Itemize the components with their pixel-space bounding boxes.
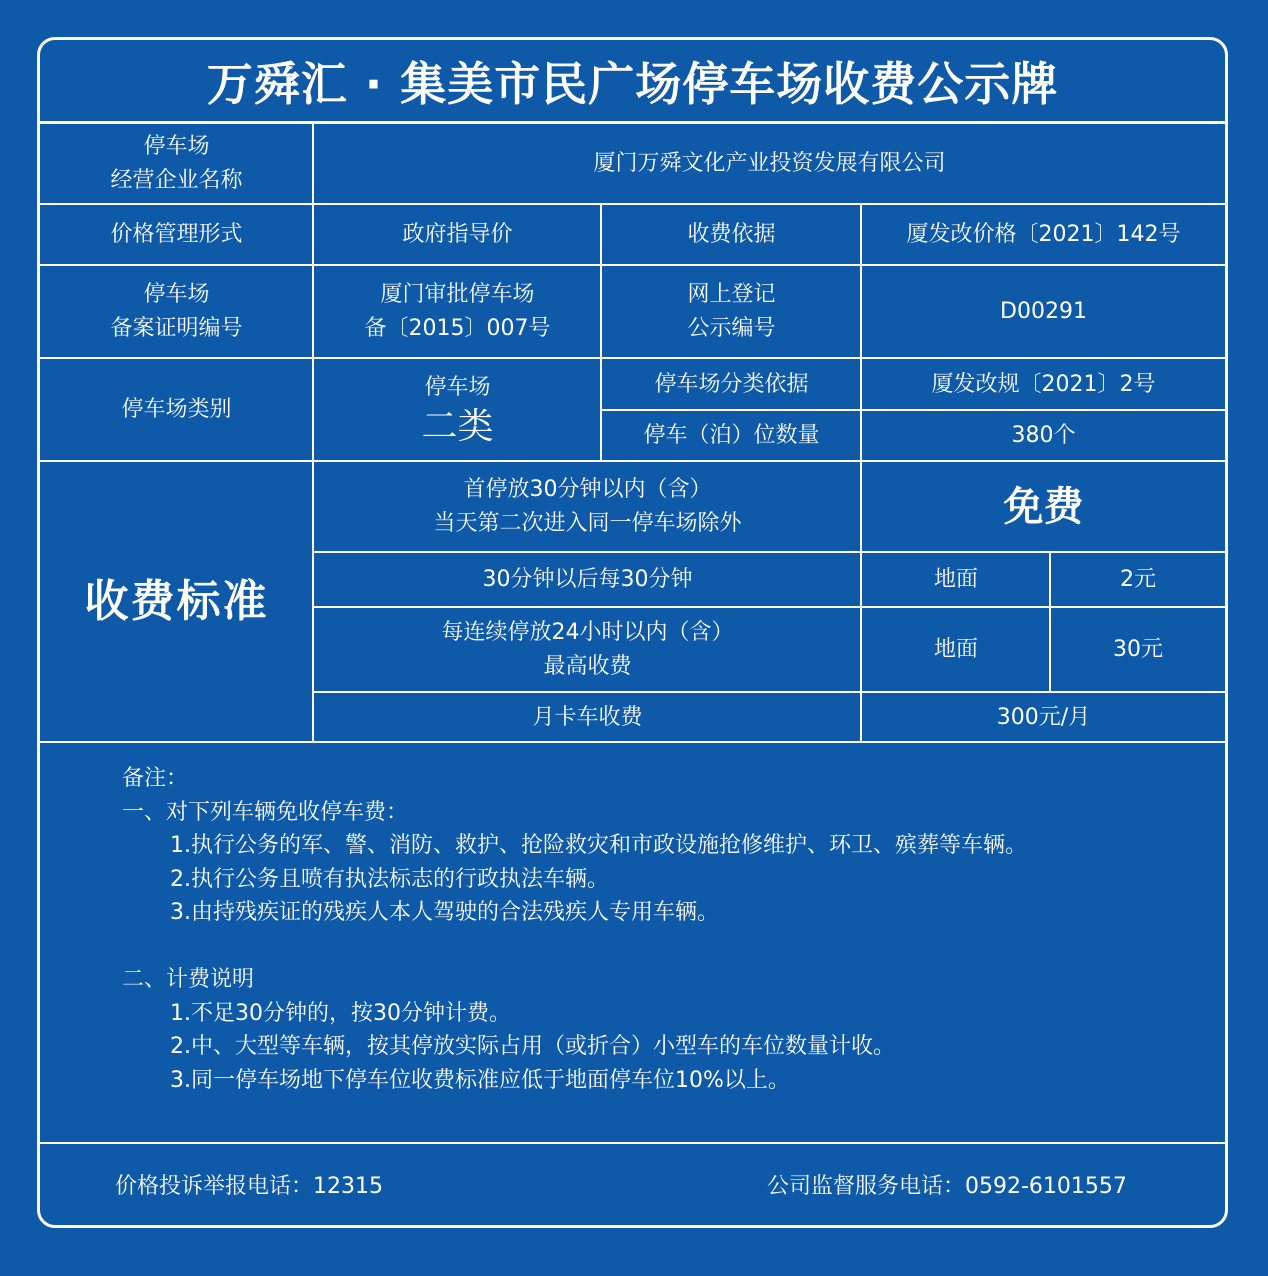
daily-max-line1: 每连续停放24小时以内（含）	[441, 620, 734, 645]
operator-value: 厦门万舜文化产业投资发展有限公司	[593, 151, 946, 176]
billing-item: 3.同一停车场地下停车位收费标准应低于地面停车位10%以上。	[170, 1067, 790, 1093]
billing-item: 2.中、大型等车辆，按其停放实际占用（或折合）小型车的车位数量计收。	[170, 1034, 895, 1059]
daily-max-place: 地面	[933, 637, 978, 662]
fee-standard-label: 收费标准	[84, 576, 269, 627]
complaint-hotline: 价格投诉举报电话：12315	[115, 1173, 383, 1199]
category-basis-label: 停车场分类依据	[654, 371, 809, 397]
operator-label-line2: 经营企业名称	[110, 168, 243, 193]
monthly-pass-value: 300元/月	[996, 704, 1091, 730]
online-registration-label-line1: 网上登记	[687, 282, 776, 307]
operator-label	[40, 124, 313, 204]
notes-heading: 备注：	[122, 766, 189, 791]
first-period-line2: 当天第二次进入同一停车场除外	[433, 511, 742, 536]
category-type-value: 二类	[421, 406, 494, 447]
exemption-item: 3.由持残疾证的残疾人本人驾驶的合法残疾人专用车辆。	[170, 900, 719, 925]
online-registration-value: D00291	[1000, 299, 1087, 324]
category-type	[314, 359, 601, 461]
pricing-form-label: 价格管理形式	[110, 222, 243, 247]
first-period-line1: 首停放30分钟以内（含）	[463, 477, 712, 502]
notice-board	[37, 37, 1228, 1228]
exemption-title: 一、对下列车辆免收停车费：	[122, 799, 409, 825]
fee-basis-label: 收费依据	[687, 222, 776, 247]
board-title: 万舜汇 · 集美市民广场停车场收费公示牌	[206, 57, 1059, 111]
category-basis-value: 厦发改规〔2021〕2号	[931, 371, 1156, 397]
billing-title: 二、计费说明	[122, 967, 255, 992]
online-registration-label-line2: 公示编号	[687, 316, 776, 341]
filing-label-line2: 备案证明编号	[110, 316, 243, 341]
billing-item: 1.不足30分钟的，按30分钟计费。	[170, 1000, 511, 1026]
filing-label-line1: 停车场	[143, 282, 210, 307]
daily-max-line2: 最高收费	[543, 654, 632, 679]
exemption-item: 1.执行公务的军、警、消防、救护、抢险救灾和市政设施抢修维护、环卫、殡葬等车辆。	[170, 833, 1027, 858]
after-30min-place: 地面	[933, 567, 978, 592]
first-period-value: 免费	[1003, 484, 1084, 530]
filing-value-line1: 厦门审批停车场	[380, 282, 535, 307]
filing-value	[314, 266, 601, 358]
first-period-desc	[314, 462, 861, 552]
supervision-hotline: 公司监督服务电话：0592-6101557	[767, 1173, 1127, 1199]
parking-spaces-value: 380个	[1011, 423, 1076, 448]
fee-basis-value: 厦发改价格〔2021〕142号	[906, 222, 1181, 247]
after-30min-desc: 30分钟以后每30分钟	[482, 567, 693, 592]
operator-label-line1: 停车场	[143, 134, 210, 159]
exemption-item: 2.执行公务且喷有执法标志的行政执法车辆。	[170, 866, 609, 892]
category-type-line1: 停车场	[424, 375, 491, 400]
notes-section	[122, 762, 1212, 1097]
spacer	[122, 930, 1212, 964]
daily-max-desc	[314, 608, 861, 692]
after-30min-value: 2元	[1120, 567, 1156, 592]
daily-max-value: 30元	[1113, 637, 1163, 662]
filing-label	[40, 266, 313, 358]
parking-spaces-label: 停车（泊）位数量	[643, 423, 820, 448]
category-label: 停车场类别	[121, 397, 232, 422]
monthly-pass-label: 月卡车收费	[532, 704, 643, 730]
online-registration-label	[602, 266, 861, 358]
filing-value-line2: 备〔2015〕007号	[364, 316, 551, 341]
pricing-form-value: 政府指导价	[402, 222, 513, 247]
